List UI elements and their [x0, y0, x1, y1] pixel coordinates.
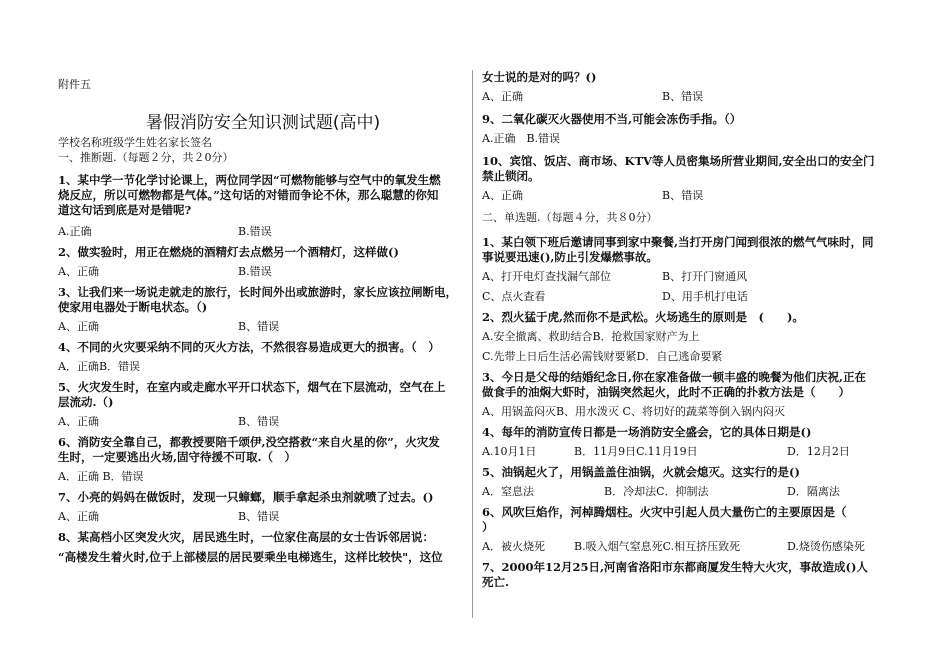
option-a[interactable]: A、正确: [482, 189, 523, 202]
section-1-heading: 一、推断题.（每题２分，共２0分）: [58, 151, 234, 164]
question-6-line-2: 生时，一定要逃出火场,固守待援不可取.（ ）: [58, 450, 297, 464]
question-3-line-1: 3、让我们来一场说走就走的旅行，长时间外出或旅游时，家长应该拉闸断电，: [58, 285, 457, 299]
mc-question-5-options: [482, 485, 902, 505]
question-7-options: [58, 510, 468, 530]
option-b[interactable]: B、打开门窗通风: [662, 270, 748, 283]
mc-question-3-line-2: 做食手的油焖大虾时，油锅突然起火，此时不正确的扑救方法是（ ）: [482, 385, 850, 399]
question-9: 9、二氧化碳灭火器使用不当,可能会冻伤手指。（）: [482, 112, 742, 126]
option-c[interactable]: C、点火查看: [482, 290, 546, 303]
option-a[interactable]: A、正确: [58, 265, 99, 278]
options-bc[interactable]: B．冷却法C．抑制法: [604, 485, 709, 498]
question-4-options: [58, 360, 468, 380]
question-8-line-2: “高楼发生着火时,位于上部楼层的居民要乘坐电梯逃生，这样比较快"，这位: [58, 550, 443, 564]
mc-question-7-line-2: 死亡.: [482, 575, 510, 589]
question-6-line-1: 6、消防安全靠自己，都教授要陪千颂伊,没空搭救“来自火星的你”，火灾发: [58, 435, 440, 449]
options-cd[interactable]: C.先带上日后生活必需钱财要紧D．自己逃命要紧: [482, 350, 723, 363]
question-1-options: [58, 225, 468, 245]
option-b[interactable]: B、错误: [238, 415, 280, 428]
question-5-line-1: 5、火灾发生时，在室内或走廊水平开口状态下，烟气在下层流动，空气在上: [58, 380, 446, 394]
right-column: [482, 70, 902, 590]
option-d[interactable]: D．隔离法: [787, 485, 840, 498]
mc-question-2-options-row-2: [482, 350, 902, 370]
mc-question-4-options: [482, 445, 902, 465]
mc-question-3-line-1: 3、今日是父母的结婚纪念日,你在家准备做一顿丰盛的晚餐为他们庆祝,正在: [482, 370, 867, 384]
question-10-options: [482, 189, 902, 211]
mc-question-2-options-row-1: [482, 330, 902, 350]
option-b[interactable]: B、错误: [238, 320, 280, 333]
question-7: 7、小亮的妈妈在做饭时，发现一只蟑螂，顺手拿起杀虫剂就喷了过去。(): [58, 490, 434, 504]
options-abc[interactable]: A、用锅盖闷灭B、用水泼灭 C、将切好的蔬菜等倒入锅内闷灭: [482, 405, 785, 418]
option-a[interactable]: A、正确: [58, 510, 99, 523]
student-info-line: 学校名称班级学生姓名家长签名: [58, 136, 212, 149]
question-2: 2、做实验时，用正在燃烧的酒精灯去点燃另一个酒精灯，这样做(): [58, 245, 399, 259]
mc-question-6-line-2: ）: [482, 520, 494, 534]
option-b[interactable]: B、错误: [662, 189, 704, 202]
mc-question-4: 4、每年的消防宣传日都是一场消防安全盛会，它的具体日期是(): [482, 425, 812, 439]
question-4: 4、不同的火灾要采纳不同的灭火方法，不然很容易造成更大的损害。（ ）: [58, 340, 440, 354]
option-a[interactable]: A、正确: [58, 320, 99, 333]
option-b[interactable]: B、错误: [238, 510, 280, 523]
mc-question-1-line-2: 事说要迅速(),防止引发爆燃事故。: [482, 250, 658, 264]
options-ab[interactable]: A．正确 B．错误: [58, 470, 144, 483]
options-ab[interactable]: A.正确 B.错误: [482, 132, 561, 145]
question-10-line-1: 10、宾馆、饭店、商市场、KTV等人员密集场所营业期间,安全出口的安全门: [482, 154, 875, 168]
option-d[interactable]: D、用手机打电话: [662, 290, 748, 303]
mc-question-6-options: [482, 540, 902, 560]
question-1-line-2: 烧反应，所以可燃物都是气体。”这句话的对错而争论不休，那么聪慧的你知: [58, 188, 439, 202]
left-column: [58, 78, 468, 565]
mc-question-1-options-row-2: [482, 290, 902, 310]
question-10-line-2: 禁止锁闭。: [482, 169, 540, 183]
question-6-options: [58, 470, 468, 490]
section-2-heading: 二、单选题.（每题４分，共８0分）: [482, 211, 658, 224]
question-5-options: [58, 415, 468, 435]
mc-question-3-options: [482, 405, 902, 425]
question-3-line-2: 使家用电器处于断电状态。（): [58, 300, 208, 314]
option-b[interactable]: B.错误: [238, 225, 272, 238]
question-8-options: [482, 90, 902, 112]
page-title: 暑假消防安全知识测试题(高中): [145, 113, 381, 133]
question-5-line-2: 层流动.（): [58, 395, 114, 409]
option-a[interactable]: A、正确: [58, 415, 99, 428]
option-a[interactable]: A、正确: [482, 90, 523, 103]
question-2-options: [58, 265, 468, 285]
mc-question-7-line-1: 7、2000年12月25日,河南省洛阳市东都商厦发生特大火灾，事故造成()人: [482, 560, 868, 574]
question-3-options: [58, 320, 468, 340]
option-a[interactable]: A、打开电灯查找漏气部位: [482, 270, 611, 283]
question-9-options: [482, 132, 902, 154]
option-a[interactable]: A.正确: [58, 225, 92, 238]
question-1-line-1: 1、某中学一节化学讨论课上，两位同学因“可燃物能够与空气中的氧发生燃: [58, 173, 441, 187]
appendix-label: 附件五: [58, 78, 91, 91]
mc-question-1-line-1: 1、某白领下班后邀请同事到家中聚餐,当打开房门闻到很浓的燃气气味时，同: [482, 235, 874, 249]
option-a[interactable]: A．被火烧死: [482, 540, 545, 553]
mc-question-2: 2、烈火猛于虎,然而你不是武松。火场逃生的原则是 ( )。: [482, 310, 804, 324]
option-b[interactable]: B.错误: [238, 265, 272, 278]
option-b[interactable]: B、错误: [662, 90, 704, 103]
question-8-line-3: 女士说的是对的吗？(): [482, 70, 597, 84]
option-d[interactable]: D．12月2日: [787, 445, 850, 458]
mc-question-5: 5、油锅起火了，用锅盖盖住油锅，火就会熄灭。这实行的是(): [482, 465, 800, 479]
question-8-line-1: 8、某高档小区突发火灾，居民逃生时，一位家住高层的女士告诉邻居说：: [58, 530, 434, 544]
column-divider: [472, 70, 473, 618]
options-bc[interactable]: B．11月9日C.11月19日: [574, 445, 698, 458]
options-bc[interactable]: B.吸入烟气窒息死C.相互挤压致死: [574, 540, 741, 553]
mc-question-6-line-1: 6、风吹巨焰作，河棹腾烟柱。火灾中引起人员大量伤亡的主要原因是（: [482, 505, 847, 519]
option-a[interactable]: A．窒息法: [482, 485, 534, 498]
option-a[interactable]: A.10月1日: [482, 445, 537, 458]
options-ab[interactable]: A.安全撤离、救助结合B．抢救国家财产为上: [482, 330, 700, 343]
question-1-line-3: 道这句话到底是对是错呢?: [58, 203, 192, 217]
mc-question-1-options-row-1: [482, 270, 902, 290]
option-d[interactable]: D.烧烫伤感染死: [787, 540, 865, 553]
options-ab[interactable]: A．正确B．错误: [58, 360, 141, 373]
